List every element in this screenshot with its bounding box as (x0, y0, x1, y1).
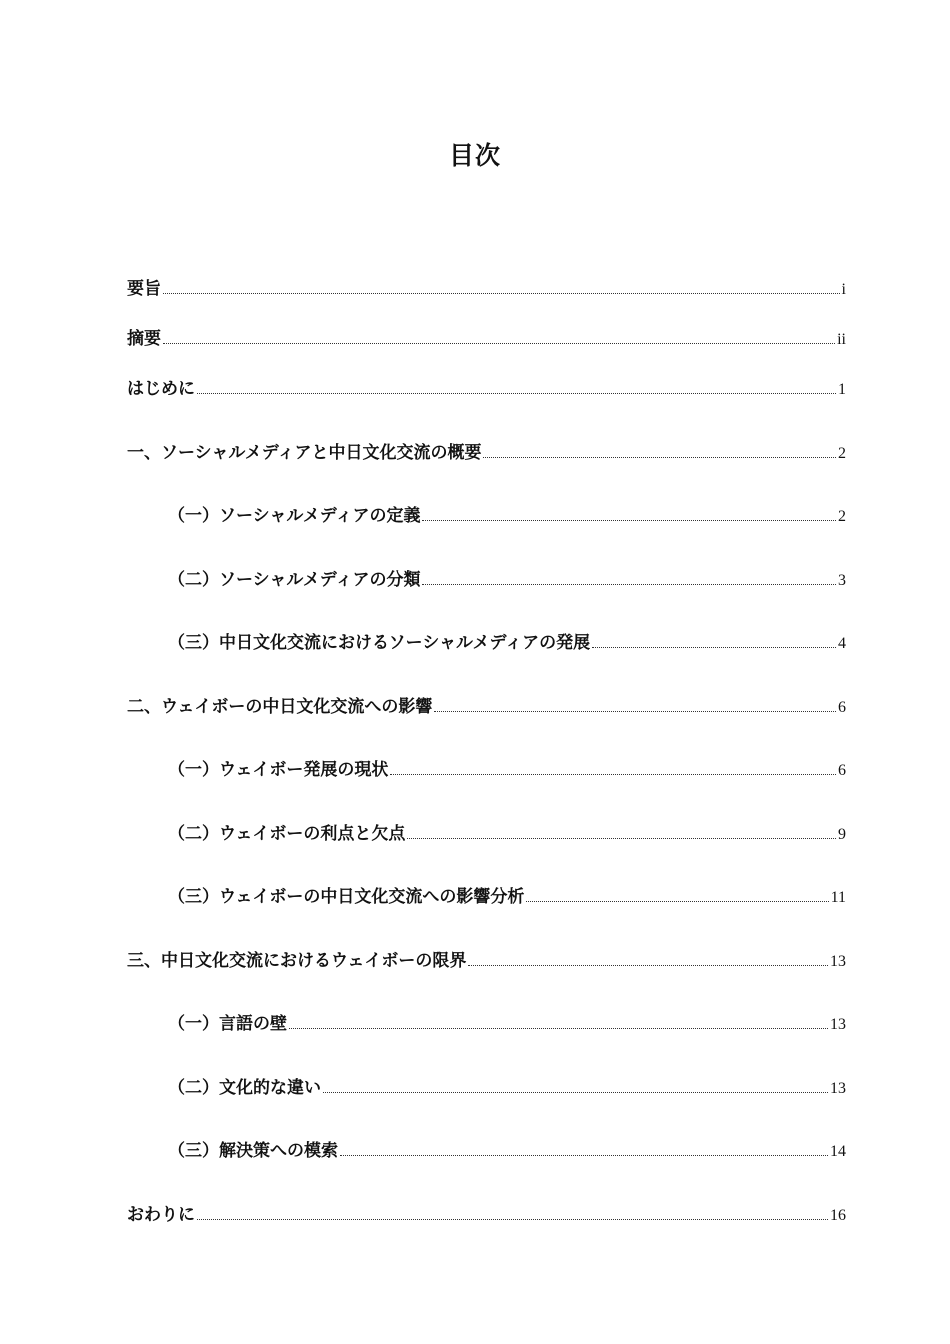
toc-entry-title: 二、ウェイボーの中日文化交流への影響 (127, 697, 433, 717)
toc-entry[interactable] (127, 1204, 846, 1227)
toc-leader-dots (390, 773, 836, 775)
toc-entry-page: 13 (830, 1080, 846, 1097)
toc-leader-dots (468, 964, 828, 966)
toc-entry-page: 1 (838, 381, 846, 398)
toc-entry-page: 4 (838, 635, 846, 652)
toc-leader-dots (197, 1218, 828, 1220)
toc-entry[interactable] (168, 632, 846, 655)
toc-entry-title: （二）ウェイボーの利点と欠点 (168, 824, 406, 844)
toc-leader-dots (163, 292, 840, 294)
toc-entry-title: （三）解決策への模索 (168, 1141, 338, 1161)
toc-entry-page: 3 (838, 572, 846, 589)
toc-entry-page: ii (837, 331, 846, 348)
toc-entry[interactable] (127, 442, 846, 465)
toc-leader-dots (407, 837, 836, 839)
toc-entry[interactable] (168, 823, 846, 846)
toc-entry-page: i (841, 281, 846, 298)
toc-entry[interactable] (127, 328, 846, 351)
toc-entry-title: （二）ソーシャルメディアの分類 (168, 570, 421, 590)
toc-entry[interactable] (127, 950, 846, 973)
toc-leader-dots (483, 456, 836, 458)
toc-entry-page: 2 (838, 445, 846, 462)
toc-entry[interactable] (127, 696, 846, 719)
toc-entry[interactable] (127, 378, 846, 401)
toc-entry-page: 13 (830, 953, 846, 970)
toc-entry-page: 16 (830, 1207, 846, 1224)
toc-entry-title: はじめに (127, 379, 195, 399)
toc-leader-dots (434, 710, 836, 712)
toc-entry-title: （一）言語の壁 (168, 1014, 287, 1034)
toc-leader-dots (422, 583, 836, 585)
toc-entry-title: おわりに (127, 1205, 195, 1225)
toc-entry-title: 三、中日文化交流におけるウェイボーの限界 (127, 951, 467, 971)
toc-entry-page: 14 (830, 1143, 846, 1160)
toc-leader-dots (289, 1027, 828, 1029)
toc-leader-dots (197, 392, 836, 394)
toc-entry-title: （一）ウェイボー発展の現状 (168, 760, 389, 780)
toc-entry-title: （一）ソーシャルメディアの定義 (168, 506, 421, 526)
toc-entry-page: 9 (838, 826, 846, 843)
toc-entry[interactable] (168, 1077, 846, 1100)
toc-entry-title: （三）ウェイボーの中日文化交流への影響分析 (168, 887, 525, 907)
toc-entry-page: 11 (830, 889, 846, 906)
toc-entry-title: 一、ソーシャルメディアと中日文化交流の概要 (127, 443, 482, 463)
toc-entry-page: 6 (838, 699, 846, 716)
toc-entry[interactable] (168, 1013, 846, 1036)
toc-entry[interactable] (168, 886, 846, 909)
toc-entry-page: 6 (838, 762, 846, 779)
toc-entry[interactable] (168, 1140, 846, 1163)
toc-entry[interactable] (168, 759, 846, 782)
toc-leader-dots (163, 342, 835, 344)
toc-entry-page: 13 (830, 1016, 846, 1033)
toc-leader-dots (526, 900, 828, 902)
toc-leader-dots (592, 646, 836, 648)
toc-leader-dots (340, 1154, 828, 1156)
toc-leader-dots (422, 519, 836, 521)
toc-entry[interactable] (168, 505, 846, 528)
toc-leader-dots (323, 1091, 828, 1093)
page-title: 目次 (448, 141, 501, 170)
toc-entry-title: 摘要 (127, 329, 161, 349)
toc-entry-title: 要旨 (127, 279, 161, 299)
toc-entry-title: （二）文化的な違い (168, 1078, 321, 1098)
toc-entry-title: （三）中日文化交流におけるソーシャルメディアの発展 (168, 633, 591, 653)
toc-entry[interactable] (168, 569, 846, 592)
toc-entry-page: 2 (838, 508, 846, 525)
toc-entry[interactable] (127, 278, 846, 301)
